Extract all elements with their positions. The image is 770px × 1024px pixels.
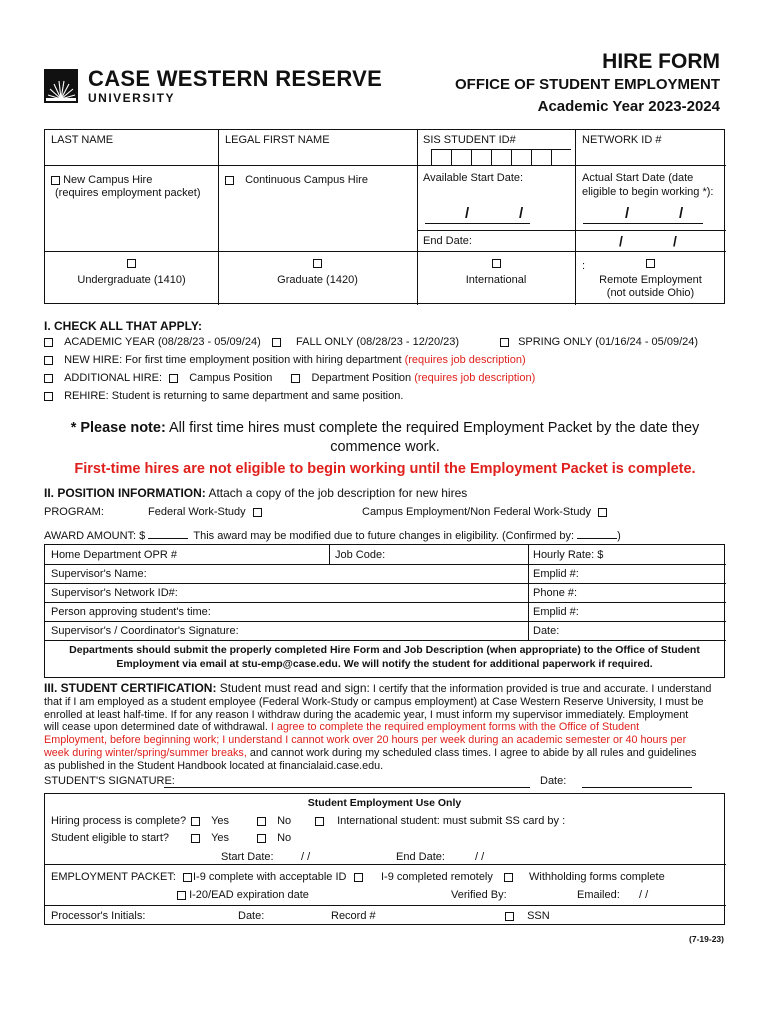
i9-remote-option[interactable]: I-9 completed remotely bbox=[381, 871, 513, 883]
continuous-hire-option[interactable]: Continuous Campus Hire bbox=[225, 174, 368, 186]
end-date-label: End Date: bbox=[423, 235, 472, 247]
approver-field[interactable]: Person approving student's time: bbox=[51, 606, 211, 618]
hourly-rate-field[interactable]: Hourly Rate: $ bbox=[533, 549, 604, 561]
checkbox-icon[interactable] bbox=[183, 873, 192, 882]
available-start-label: Available Start Date: bbox=[423, 172, 524, 184]
supervisor-name-field[interactable]: Supervisor's Name: bbox=[51, 568, 147, 580]
actual-start-label-2: eligible to begin working *): bbox=[582, 186, 714, 198]
job-code-field[interactable]: Job Code: bbox=[335, 549, 386, 561]
checkbox-icon[interactable] bbox=[191, 817, 200, 826]
ssn-option[interactable]: SSN bbox=[505, 910, 550, 922]
academic-year: Academic Year 2023-2024 bbox=[537, 98, 720, 115]
sis-id-boxes[interactable] bbox=[431, 149, 571, 166]
student-certification: III. STUDENT CERTIFICATION: Student must read and sign: I certify that the information provided is true and accurate. I understand that if I am employed as a student employee (Federal Work-Study or campus employment) at Case Western Reserve University, I must be enrolled at least half-time. If for any reason I withdraw during the academic year, I must inform my supervisor immediately. Employment will cease upon determined date of withdrawal. I agree to complete the required employment forms with the Office of Student Employment, before beginning work; I understand I cannot work over 20 hours per week during an academic semester or 40 hours per week during winter/spring/summer breaks, and cannot work during my scheduled class times. I agree to abide by all rules and guidelines as published in the Student Handbook located at financialaid.case.edu. bbox=[44, 681, 712, 772]
university-logo bbox=[44, 67, 389, 107]
student-signature-label: STUDENT'S SIGNATURE: bbox=[44, 775, 175, 787]
checkbox-icon[interactable] bbox=[44, 392, 53, 401]
supervisor-signature-field[interactable]: Supervisor's / Coordinator's Signature: bbox=[51, 625, 239, 637]
fws-option[interactable]: Federal Work-Study bbox=[148, 506, 262, 518]
hiring-no-option[interactable]: No bbox=[257, 815, 291, 827]
award-amount-field[interactable] bbox=[148, 528, 188, 539]
eligibility-warning: First-time hires are not eligible to begin working until the Employment Packet is complete. bbox=[74, 461, 696, 477]
checkbox-icon[interactable] bbox=[313, 259, 322, 268]
start-date-label: Start Date: bbox=[221, 851, 274, 863]
eligible-no-option[interactable]: No bbox=[257, 832, 291, 844]
student-info-grid bbox=[44, 129, 725, 304]
colon-mark: : bbox=[582, 260, 586, 272]
additional-hire-option[interactable]: ADDITIONAL HIRE: Campus Position Department Position (requires job description) bbox=[44, 372, 535, 384]
supervisor-network-field[interactable]: Supervisor's Network ID#: bbox=[51, 587, 178, 599]
eligible-label: Student eligible to start? bbox=[51, 832, 170, 844]
i9-id-option[interactable]: I-9 complete with acceptable ID bbox=[193, 871, 363, 883]
new-hire-option[interactable]: NEW HIRE: For first time employment position with hiring department (requires job description) bbox=[44, 354, 526, 366]
processor-date-field[interactable]: Date: bbox=[238, 910, 265, 922]
department-instructions: Departments should submit the properly completed Hire Form and Job Description (when appropriate) to the Office of Student Employment via email at stu-emp@case.edu. We will notify the student for additional paperwork if required. bbox=[69, 644, 700, 670]
checkbox-icon[interactable] bbox=[51, 176, 60, 185]
section-2-heading: II. POSITION INFORMATION: Attach a copy of the job description for new hires bbox=[44, 486, 468, 500]
verified-by-label: Verified By: bbox=[451, 889, 507, 901]
sis-id-label: SIS STUDENT ID# bbox=[423, 134, 516, 146]
end-date-field-office[interactable]: / / bbox=[475, 851, 485, 863]
checkbox-icon[interactable] bbox=[291, 374, 300, 383]
position-table bbox=[44, 544, 725, 678]
checkbox-icon[interactable] bbox=[44, 356, 53, 365]
spring-only-option[interactable]: SPRING ONLY (01/16/24 - 05/09/24) bbox=[500, 336, 698, 348]
form-title: HIRE FORM bbox=[602, 50, 720, 73]
checkbox-icon[interactable] bbox=[44, 374, 53, 383]
checkbox-icon[interactable] bbox=[598, 508, 607, 517]
start-date-field[interactable]: / / bbox=[301, 851, 311, 863]
checkbox-icon[interactable] bbox=[646, 259, 655, 268]
section-1-heading: I. CHECK ALL THAT APPLY: bbox=[44, 319, 203, 333]
end-date-field[interactable]: / / bbox=[619, 233, 677, 249]
student-date-label: Date: bbox=[540, 775, 567, 787]
logo-subtitle: UNIVERSITY bbox=[88, 91, 176, 105]
emplid-field-1[interactable]: Emplid #: bbox=[533, 568, 579, 580]
new-campus-hire-option[interactable]: New Campus Hire bbox=[51, 174, 152, 186]
checkbox-icon[interactable] bbox=[253, 508, 262, 517]
checkbox-icon[interactable] bbox=[315, 817, 324, 826]
remote-option[interactable]: Remote Employment (not outside Ohio) bbox=[575, 257, 726, 299]
checkbox-icon[interactable] bbox=[257, 834, 266, 843]
fall-only-option[interactable]: FALL ONLY (08/28/23 - 12/20/23) bbox=[296, 336, 460, 348]
actual-start-label: Actual Start Date (date bbox=[582, 172, 694, 184]
sunburst-logo-icon bbox=[44, 69, 78, 103]
packet-label: EMPLOYMENT PACKET: bbox=[51, 871, 192, 883]
confirmed-by-field[interactable] bbox=[577, 528, 617, 539]
emplid-field-2[interactable]: Emplid #: bbox=[533, 606, 579, 618]
record-number-field[interactable]: Record # bbox=[331, 910, 376, 922]
network-id-label: NETWORK ID # bbox=[582, 134, 662, 146]
international-option[interactable]: International bbox=[417, 257, 575, 286]
checkbox-icon[interactable] bbox=[169, 374, 178, 383]
checkbox-icon[interactable] bbox=[500, 338, 509, 347]
packet-note: * Please note: All first time hires must complete the required Employment Packet by the date they commence work. First-time hires are not eligible to begin working until the Employment Packet is complete. bbox=[40, 419, 730, 479]
academic-year-option[interactable]: ACADEMIC YEAR (08/28/23 - 05/09/24) bbox=[44, 336, 281, 348]
supervisor-date-field[interactable]: Date: bbox=[533, 625, 560, 637]
withholding-option[interactable]: Withholding forms complete bbox=[529, 871, 665, 883]
checkbox-icon[interactable] bbox=[177, 891, 186, 900]
undergraduate-option[interactable]: Undergraduate (1410) bbox=[45, 257, 218, 286]
award-amount-row: AWARD AMOUNT: $ This award may be modified due to future changes in eligibility. (Confirmed by: ) bbox=[44, 530, 621, 542]
phone-field[interactable]: Phone #: bbox=[533, 587, 578, 599]
last-name-label: LAST NAME bbox=[51, 134, 114, 146]
emailed-label: Emailed: bbox=[577, 889, 620, 901]
graduate-option[interactable]: Graduate (1420) bbox=[218, 257, 417, 286]
student-date-field[interactable] bbox=[582, 774, 692, 788]
first-name-label: LEGAL FIRST NAME bbox=[225, 134, 330, 146]
campus-employment-option[interactable]: Campus Employment/Non Federal Work-Study bbox=[362, 506, 607, 518]
processor-initials-field[interactable]: Processor's Initials: bbox=[51, 910, 146, 922]
program-label: PROGRAM: bbox=[44, 506, 104, 518]
intl-ss-option[interactable]: International student: must submit SS card by : bbox=[315, 815, 565, 827]
hiring-complete-label: Hiring process is complete? bbox=[51, 815, 187, 827]
checkbox-icon[interactable] bbox=[191, 834, 200, 843]
student-signature-field[interactable] bbox=[164, 774, 530, 788]
home-dept-field[interactable]: Home Department OPR # bbox=[51, 549, 177, 561]
office-use-title: Student Employment Use Only bbox=[307, 797, 462, 809]
checkbox-icon[interactable] bbox=[44, 338, 53, 347]
i20-option[interactable]: I-20/EAD expiration date bbox=[177, 889, 309, 901]
emailed-date-field[interactable]: / / bbox=[639, 889, 649, 901]
checkbox-icon[interactable] bbox=[504, 873, 513, 882]
checkbox-icon[interactable] bbox=[505, 912, 514, 921]
office-use-box bbox=[44, 793, 725, 925]
form-revision-code: (7-19-23) bbox=[689, 934, 724, 944]
hiring-yes-option[interactable]: Yes bbox=[191, 815, 229, 827]
checkbox-icon[interactable] bbox=[272, 338, 281, 347]
end-date-label-office: End Date: bbox=[396, 851, 445, 863]
checkbox-icon[interactable] bbox=[257, 817, 266, 826]
checkbox-icon[interactable] bbox=[492, 259, 501, 268]
checkbox-icon[interactable] bbox=[127, 259, 136, 268]
checkbox-icon[interactable] bbox=[354, 873, 363, 882]
eligible-yes-option[interactable]: Yes bbox=[191, 832, 229, 844]
logo-wordmark: CASE WESTERN RESERVE bbox=[88, 66, 383, 91]
new-hire-note: (requires employment packet) bbox=[55, 187, 201, 199]
checkbox-icon[interactable] bbox=[225, 176, 234, 185]
rehire-option[interactable]: REHIRE: Student is returning to same department and same position. bbox=[44, 390, 403, 402]
office-title: OFFICE OF STUDENT EMPLOYMENT bbox=[455, 76, 720, 93]
available-start-date-field[interactable]: / / bbox=[425, 205, 530, 224]
actual-start-date-field[interactable]: / / bbox=[583, 205, 703, 224]
